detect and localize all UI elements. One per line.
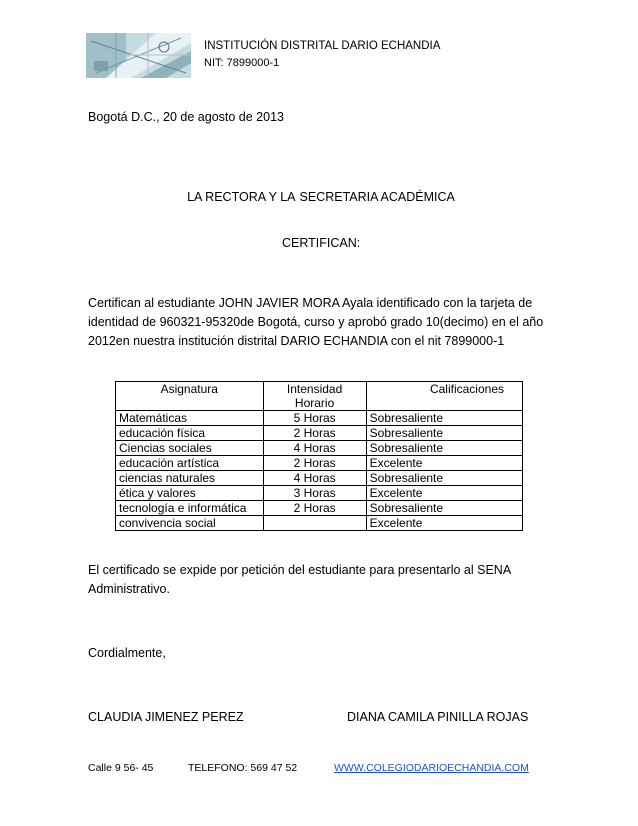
cell-subject: Matemáticas xyxy=(116,411,264,426)
institution-name: INSTITUCIÓN DISTRITAL DARIO ECHANDIA xyxy=(204,40,441,52)
cell-grade: Sobresaliente xyxy=(366,411,522,426)
cell-intensity: 4 Horas xyxy=(263,471,366,486)
cell-grade: Sobresaliente xyxy=(366,471,522,486)
certification-paragraph: Certifican al estudiante JOHN JAVIER MORA Ayala identificado con la tarjeta de identidad de 960321-95320de Bogotá, curso y aprobó grado 10(decimo) en el año 2012en nuestra institución distrital DARIO ECHANDIA con el nit 7899000-1 xyxy=(88,296,544,348)
salutation: Cordialmente, xyxy=(88,646,166,660)
cell-intensity: 4 Horas xyxy=(263,441,366,456)
cell-grade: Excelente xyxy=(366,486,522,501)
header-intensity xyxy=(263,382,366,411)
authorities-title-part2: SECRETARIA ACADÉMICA xyxy=(299,190,455,204)
table-row xyxy=(116,456,523,471)
table-row xyxy=(116,516,523,531)
header-grade: Calificaciones xyxy=(366,382,522,411)
cell-subject: educación artística xyxy=(116,456,264,471)
cell-intensity: 2 Horas xyxy=(263,456,366,471)
grades-table xyxy=(115,381,523,531)
cell-grade: Excelente xyxy=(366,516,522,531)
footer-address: Calle 9 56- 45 xyxy=(88,762,154,774)
cell-intensity: 2 Horas xyxy=(263,426,366,441)
authorities-title-part1: LA RECTORA Y LA xyxy=(187,190,296,204)
cell-intensity xyxy=(263,516,366,531)
institution-logo-image xyxy=(86,33,191,78)
cell-subject: ética y valores xyxy=(116,486,264,501)
grades-table-header-row xyxy=(116,382,523,411)
footer-phone: TELEFONO: 569 47 52 xyxy=(188,762,298,774)
cell-grade: Sobresaliente xyxy=(366,426,522,441)
cell-grade: Excelente xyxy=(366,456,522,471)
table-row xyxy=(116,486,523,501)
cell-subject: ciencias naturales xyxy=(116,471,264,486)
secretary-signature-name: DIANA CAMILA PINILLA ROJAS xyxy=(347,710,529,724)
institution-nit: NIT: 7899000-1 xyxy=(204,57,280,69)
header-subject: Asignatura xyxy=(116,382,264,411)
footer-website-link[interactable]: WWW.COLEGIODARIOECHANDIA.COM xyxy=(334,762,529,774)
cell-subject: convivencia social xyxy=(116,516,264,531)
date-line: Bogotá D.C., 20 de agosto de 2013 xyxy=(88,110,284,124)
cell-intensity: 5 Horas xyxy=(263,411,366,426)
cell-intensity: 2 Horas xyxy=(263,501,366,516)
cell-grade: Sobresaliente xyxy=(366,501,522,516)
cell-intensity: 3 Horas xyxy=(263,486,366,501)
table-row xyxy=(116,426,523,441)
header-intensity-line2: Horario xyxy=(294,396,335,410)
table-row xyxy=(116,501,523,516)
table-row xyxy=(116,411,523,426)
closing-paragraph: El certificado se expide por petición del estudiante para presentarlo al SENA Administrativo. xyxy=(88,563,511,596)
table-row xyxy=(116,471,523,486)
rector-signature-name: CLAUDIA JIMENEZ PEREZ xyxy=(88,710,244,724)
cell-subject: tecnología e informática xyxy=(116,501,264,516)
header-intensity-line1: Intensidad xyxy=(286,382,343,396)
authorities-title xyxy=(0,190,638,204)
cell-grade: Sobresaliente xyxy=(366,441,522,456)
certify-heading: CERTIFICAN: xyxy=(282,236,361,250)
cell-subject: Ciencias sociales xyxy=(116,441,264,456)
cell-subject: educación física xyxy=(116,426,264,441)
table-row xyxy=(116,441,523,456)
